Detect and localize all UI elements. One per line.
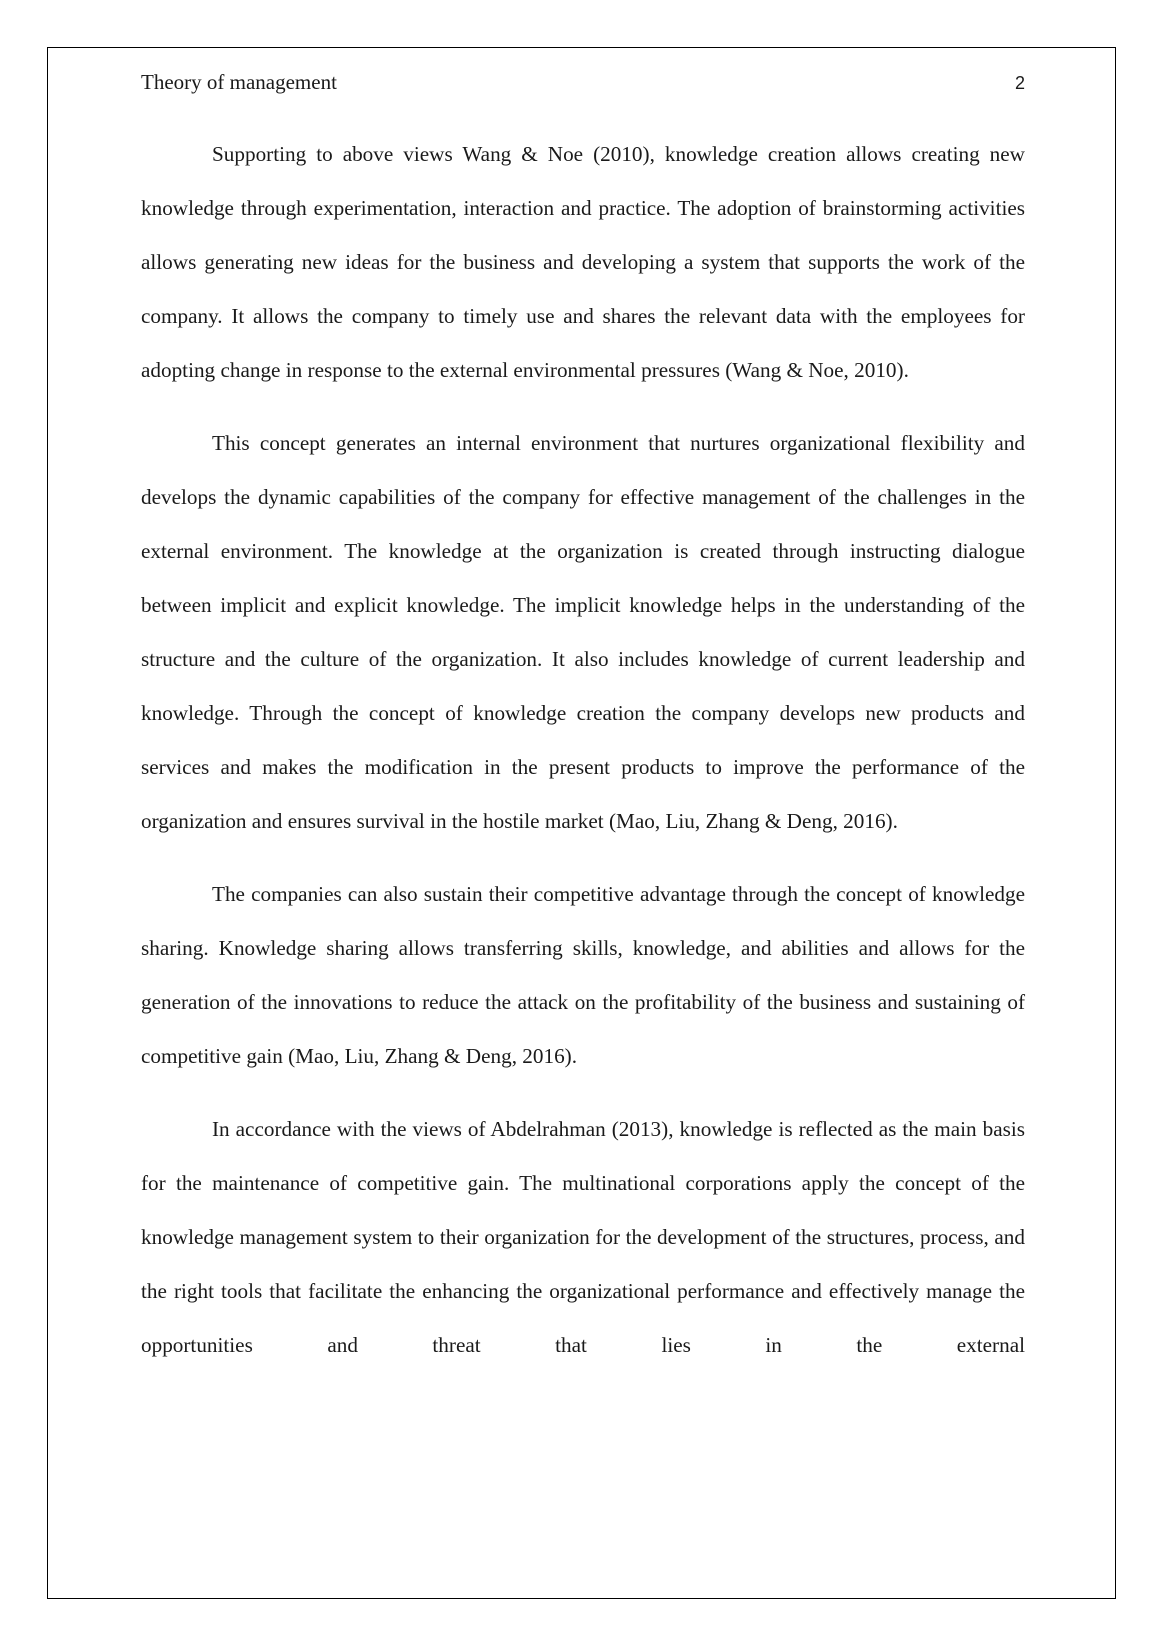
page-number: 2: [1014, 73, 1025, 93]
page-header: [141, 66, 1025, 98]
paragraph-4: In accordance with the views of Abdelrahman (2013), knowledge is reflected as the main basis for the maintenance of competitive gain. The multinational corporations apply the concept of the knowledge management system to their organization for the development of the structures, process, and the right tools that facilitate the enhancing the organizational performance and effectively manage the opportunities and threat that lies in the external: [141, 1117, 1025, 1357]
paragraph-1: Supporting to above views Wang & Noe (2010), knowledge creation allows creating new knowledge through experimentation, interaction and practice. The adoption of brainstorming activities allows generating new ideas for the business and developing a system that supports the work of the company. It allows the company to timely use and shares the relevant data with the employees for adopting change in response to the external environmental pressures (Wang & Noe, 2010).: [141, 142, 1025, 382]
paragraph-3: The companies can also sustain their competitive advantage through the concept of knowledge sharing. Knowledge sharing allows transferring skills, knowledge, and abilities and allows for the generation of the innovations to reduce the attack on the profitability of the business and sustaining of competitive gain (Mao, Liu, Zhang & Deng, 2016).: [141, 882, 1025, 1068]
paragraph-2: This concept generates an internal environment that nurtures organizational flexibility and develops the dynamic capabilities of the company for effective management of the challenges in the external environment. The knowledge at the organization is created through instructing dialogue between implicit and explicit knowledge. The implicit knowledge helps in the understanding of the structure and the culture of the organization. It also includes knowledge of current leadership and knowledge. Through the concept of knowledge creation the company develops new products and services and makes the modification in the present products to improve the performance of the organization and ensures survival in the hostile market (Mao, Liu, Zhang & Deng, 2016).: [141, 431, 1025, 833]
document-body: [141, 127, 1025, 1372]
running-head: Theory of management: [141, 70, 337, 94]
